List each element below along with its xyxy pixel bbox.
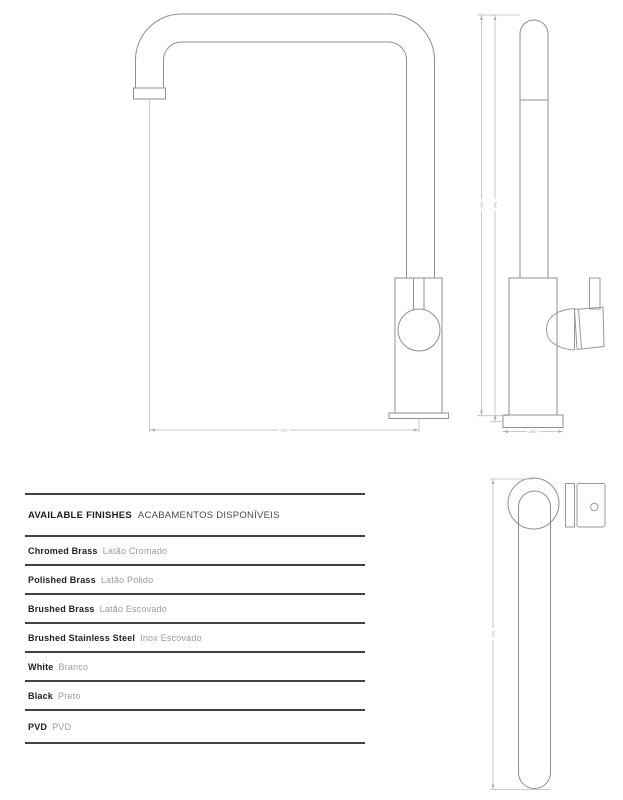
- side-spout-tube-outline: [520, 20, 548, 278]
- top-handle-screw-hole: [591, 503, 598, 510]
- front-base-plate: [389, 413, 449, 419]
- front-body: [395, 278, 442, 413]
- side-height-dim-label-outer: 408: [479, 201, 485, 209]
- front-spout-inner-outline: [164, 42, 407, 278]
- finish-row-chromed-brass: [25, 537, 365, 566]
- top-body-circle: [508, 478, 559, 529]
- front-dim-arrow-right: [414, 429, 420, 432]
- finish-label-pt: Inox Escovado: [140, 632, 202, 643]
- finishes-header: [25, 495, 365, 537]
- side-height-dim-label-inner: 342: [492, 201, 498, 209]
- finish-label-en: White: [28, 661, 54, 672]
- side-base-dim-arrow-left: [503, 430, 508, 433]
- finish-label-pt: Latão Cromado: [102, 545, 168, 556]
- top-dim-arrow-top: [492, 479, 495, 484]
- front-aerator-tip: [134, 88, 166, 99]
- finish-label-en: Brushed Stainless Steel: [28, 632, 136, 643]
- finish-label-en: Chromed Brass: [28, 545, 98, 556]
- finishes-header-en: AVAILABLE FINISHES: [28, 509, 132, 521]
- finish-row-brushed-brass: [25, 595, 365, 624]
- top-spout-outline: [519, 491, 551, 789]
- finish-label-pt: PVD: [52, 721, 72, 732]
- side-handle-stem: [590, 278, 601, 309]
- side-dim-arrow-inner-top: [494, 15, 497, 20]
- top-view-drawing: [490, 478, 605, 790]
- front-spout-outer-outline: [136, 14, 435, 278]
- finish-label-pt: Preto: [58, 690, 81, 701]
- front-dim-arrow-left: [150, 429, 156, 432]
- side-dim-arrow-outer-top: [480, 15, 483, 20]
- side-handle-joint: [546, 309, 574, 351]
- top-length-dim-label: 310: [490, 630, 496, 638]
- finish-label-en: PVD: [28, 721, 48, 732]
- finishes-header-pt: ACABAMENTOS DISPONÍVEIS: [137, 509, 280, 521]
- finish-row-brushed-stainless-steel: [25, 624, 365, 653]
- front-width-dim-label: 220: [280, 427, 288, 433]
- finish-label-pt: Latão Polido: [100, 574, 154, 585]
- finish-row-white: [25, 653, 365, 682]
- side-base-plate: [503, 415, 563, 428]
- finish-label-en: Brushed Brass: [28, 603, 95, 614]
- front-handle-knob: [398, 309, 440, 351]
- finish-label-en: Polished Brass: [28, 574, 96, 585]
- side-dim-arrow-outer-bottom: [480, 411, 483, 416]
- side-handle-block-edge: [579, 309, 582, 349]
- finishes-table: [25, 493, 365, 744]
- finish-label-pt: Branco: [58, 661, 89, 672]
- finish-label-en: Black: [28, 690, 54, 701]
- finish-row-polished-brass: [25, 566, 365, 595]
- top-dim-arrow-bottom: [492, 785, 495, 790]
- side-base-dim-label: Ø50: [529, 428, 537, 434]
- finish-row-black: [25, 682, 365, 711]
- side-base-dim-arrow-right: [558, 430, 563, 433]
- top-handle-connector: [566, 484, 575, 528]
- finish-label-pt: Latão Escovado: [99, 603, 167, 614]
- side-dim-arrow-inner-bottom: [494, 417, 497, 422]
- finish-row-pvd: [25, 711, 365, 744]
- front-view-drawing: [134, 14, 449, 432]
- side-view-drawing: [477, 15, 604, 434]
- side-body: [509, 278, 557, 415]
